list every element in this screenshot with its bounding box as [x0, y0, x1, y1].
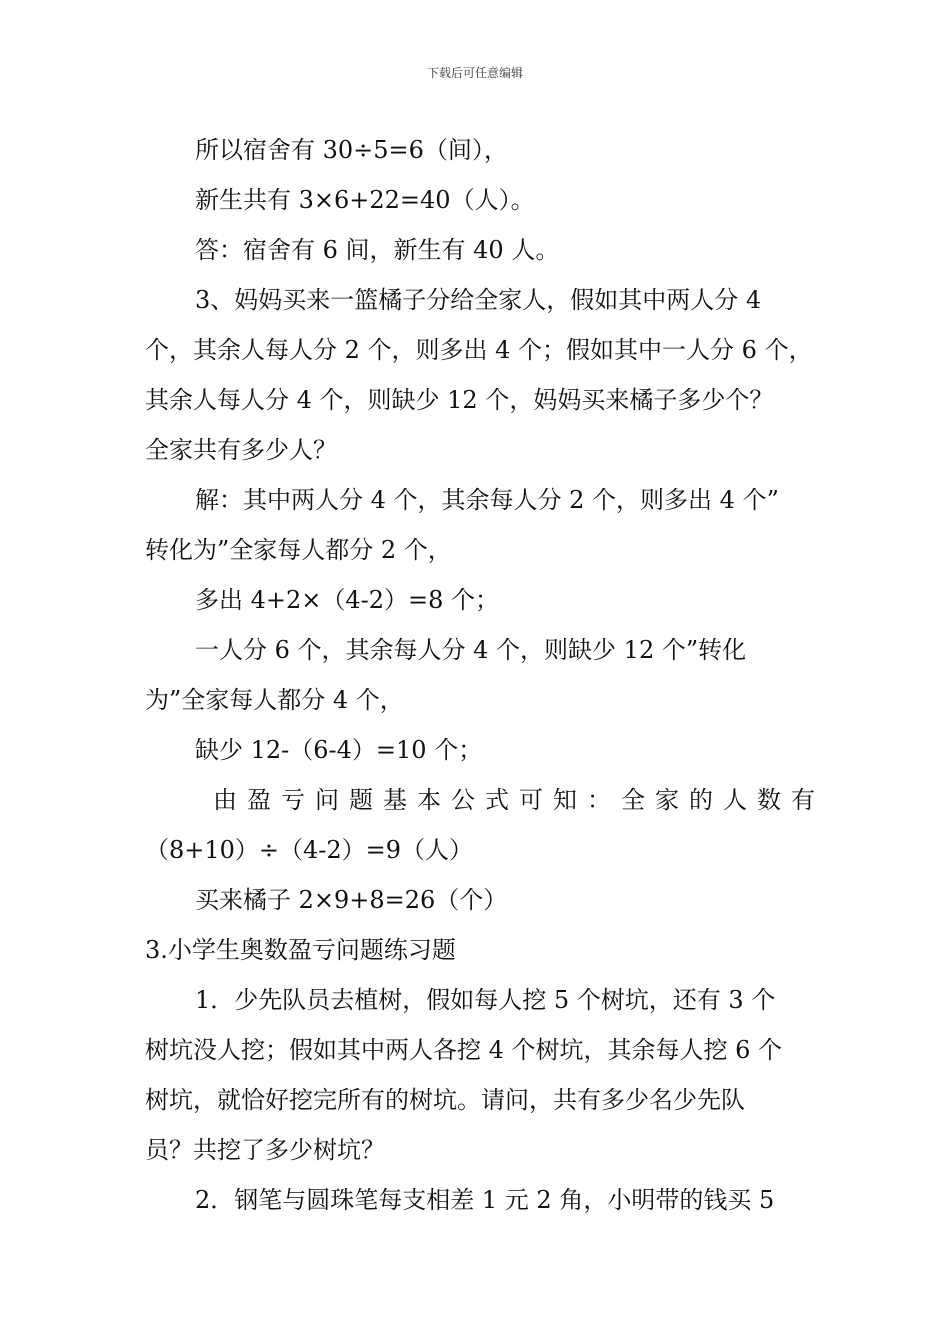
- text-line: 缺少 12-（6-4）=10 个；: [195, 736, 483, 764]
- text-line: 一人分 6 个，其余每人分 4 个，则缺少 12 个”转化: [195, 636, 747, 664]
- text-line: 多出 4+2×（4-2）=8 个；: [195, 586, 500, 614]
- page-header: 下载后可任意编辑: [426, 66, 523, 80]
- text-line: 所以宿舍有 30÷5=6（间），: [195, 136, 508, 164]
- text-line: 转化为”全家每人都分 2 个，: [145, 536, 452, 564]
- text-line: 买来橘子 2×9+8=26（个）: [195, 886, 508, 914]
- text-line: 全家共有多少人？: [145, 436, 337, 464]
- text-line: 其余人每人分 4 个，则缺少 12 个，妈妈买来橘子多少个？: [145, 386, 774, 414]
- text-line: 新生共有 3×6+22=40（人）。: [195, 186, 535, 214]
- text-line: 3、妈妈买来一篮橘子分给全家人，假如其中两人分 4: [195, 286, 762, 314]
- text-line: 为”全家每人都分 4 个，: [145, 686, 404, 714]
- text-line: 答：宿舍有 6 间，新生有 40 人。: [195, 236, 560, 264]
- text-line: （8+10）÷（4-2）=9（人）: [145, 836, 474, 864]
- text-line: 树坑没人挖；假如其中两人各挖 4 个树坑，其余每人挖 6 个: [145, 1036, 783, 1064]
- text-line: 解：其中两人分 4 个，其余每人分 2 个，则多出 4 个”: [195, 486, 779, 514]
- text-line: 树坑，就恰好挖完所有的树坑。请问，共有多少名少先队: [145, 1086, 745, 1114]
- text-line: 个，其余人每人分 2 个，则多出 4 个；假如其中一人分 6 个，: [145, 336, 813, 364]
- section-heading: 3.小学生奥数盈亏问题练习题: [145, 936, 456, 964]
- text-line: 员？共挖了多少树坑？: [145, 1136, 385, 1164]
- text-line: 2．钢笔与圆珠笔每支相差 1 元 2 角，小明带的钱买 5: [195, 1186, 775, 1214]
- text-line: 由盈亏问题基本公式可知：全家的人数有: [213, 786, 825, 814]
- text-line: 1．少先队员去植树，假如每人挖 5 个树坑，还有 3 个: [195, 986, 776, 1014]
